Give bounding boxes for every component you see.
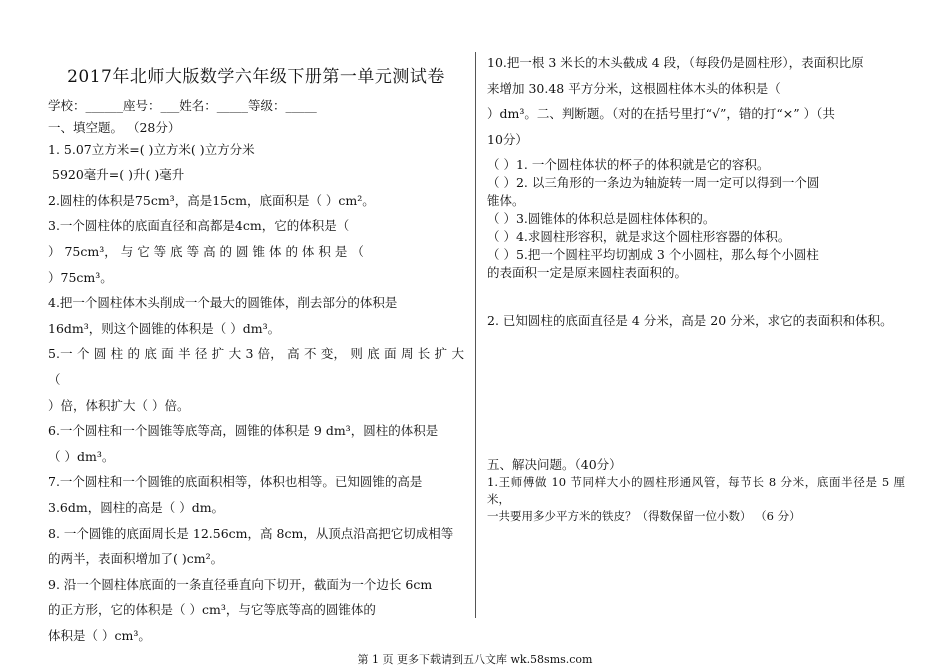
judge-item: 的表面积一定是原来圆柱表面积的。 — [487, 265, 688, 281]
question-line: 3.一个圆柱体的底面直径和高都是4cm，它的体积是（ — [48, 218, 350, 234]
exam-title: 2017年北师大版数学六年级下册第一单元测试卷 — [67, 67, 445, 87]
section-5-title: 五、解决问题。（40分） — [487, 456, 622, 472]
problem-line: 一共要用多少平方米的铁皮？（得数保留一位小数） （6 分） — [487, 508, 801, 523]
question-line: 8. 一个圆锥的底面周长是 12.56cm，高 8cm，从顶点沿高把它切成相等 — [48, 525, 454, 541]
question-line: 3.6dm，圆柱的高是（ ）dm。 — [48, 499, 225, 515]
question-line: 的正方形，它的体积是（ ）cm³，与它等底等高的圆锥体的 — [48, 602, 376, 618]
question-line: 6.一个圆柱和一个圆锥等底等高，圆锥的体积是 9 dm³，圆柱的体积是 — [48, 423, 439, 439]
right-column — [487, 50, 905, 525]
judge-item: （ ）1. 一个圆柱体状的杯子的体积就是它的容积。 — [487, 157, 770, 173]
question-line: 2.圆柱的体积是75cm³，高是15cm，底面积是（ ）cm²。 — [48, 192, 375, 208]
section-1-title: 一、填空题。 （28分） — [48, 119, 181, 135]
section-2-title: ）dm³。二、判断题。（对的在括号里打“√”，错的打“×” ）（共 — [487, 106, 835, 122]
info-line: 学校：______座号：___姓名：_____等级：_____ — [48, 98, 317, 113]
question-line: ）75cm³。 — [48, 269, 113, 285]
question-line: （ ）dm³。 — [48, 448, 115, 464]
question-line: ）倍，体积扩大（ ）倍。 — [48, 397, 190, 413]
question-line: 9. 沿一个圆柱体底面的一条直径垂直向下切开，截面为一个边长 6cm — [48, 576, 433, 592]
question-line: ） 75cm³， 与 它 等 底 等 高 的 圆 锥 体 的 体 积 是 （ — [48, 243, 364, 259]
question-line: 10.把一根 3 米长的木头截成 4 段，（每段仍是圆柱形），表面积比原 — [487, 55, 864, 70]
judge-item: 锥体。 — [487, 193, 525, 209]
question-line: 体积是（ ）cm³。 — [48, 627, 151, 643]
question-line: 16dm³，则这个圆锥的体积是（ ）dm³。 — [48, 320, 281, 336]
question-line: 的两半，表面积增加了( )cm²。 — [48, 551, 224, 567]
column-divider — [475, 52, 476, 618]
question-line: 4.把一个圆柱体木头削成一个最大的圆锥体，削去部分的体积是 — [48, 295, 398, 311]
question-line: 1. 5.07立方米=( )立方米( )立方分米 — [48, 141, 255, 157]
problem-line: 1.王师傅做 10 节同样大小的圆柱形通风管，每节长 8 分米，底面半径是 5 厘米， — [487, 474, 905, 506]
judge-item: （ ）2. 以三角形的一条边为轴旋转一周一定可以得到一个圆 — [487, 175, 820, 191]
page-footer: 第 1 页 更多下载请到五八文库 wk.58sms.com — [357, 653, 593, 666]
question-line: 7.一个圆柱和一个圆锥的底面积相等，体积也相等。已知圆锥的高是 — [48, 474, 423, 490]
judge-item: （ ）4.求圆柱形容积，就是求这个圆柱形容器的体积。 — [487, 229, 791, 245]
question-line: 5920毫升=( )升( )毫升 — [52, 167, 185, 183]
judge-item: （ ）3.圆锥体的体积总是圆柱体体积的。 — [487, 211, 716, 227]
left-column — [48, 58, 464, 648]
question-line: 来增加 30.48 平方分米，这根圆柱体木头的体积是（ — [487, 80, 781, 96]
question-line: 5.一 个 圆 柱 的 底 面 半 径 扩 大 3 倍， 高 不 变， 则 底 面 周 长 扩 大（ — [48, 346, 464, 387]
calculation-problem: 2. 已知圆柱的底面直径是 4 分米，高是 20 分米，求它的表面积和体积。 — [487, 313, 893, 329]
question-line: 10分） — [487, 131, 528, 147]
judge-item: （ ）5.把一个圆柱平均切割成 3 个小圆柱，那么每个小圆柱 — [487, 247, 819, 263]
